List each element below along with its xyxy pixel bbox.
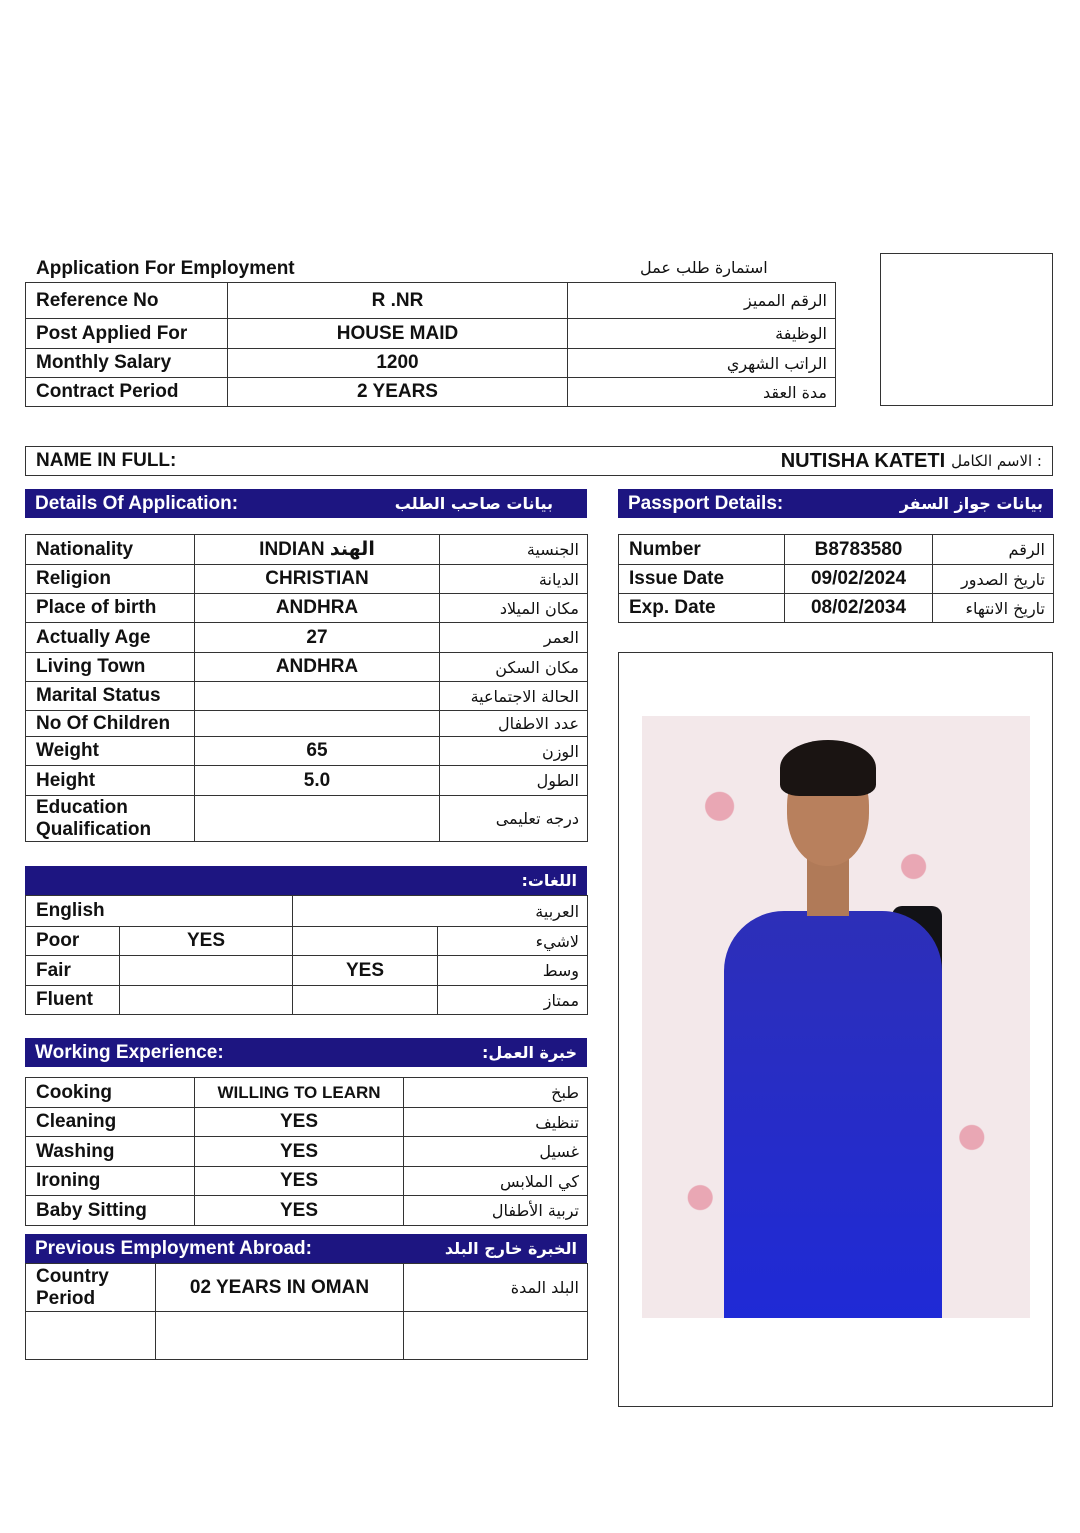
row-label: Number: [619, 535, 785, 565]
row-value: [195, 711, 440, 737]
row-value: ANDHRA: [195, 594, 440, 623]
table-row: [26, 796, 588, 842]
row-label-arabic: تربية الأطفال: [404, 1196, 588, 1226]
form-title-arabic: استمارة طلب عمل: [640, 258, 768, 277]
row-label-arabic: عدد الاطفال: [440, 711, 588, 737]
full-name-label: NAME IN FULL:: [36, 450, 177, 471]
row-label: Baby Sitting: [26, 1196, 195, 1226]
row-label-arabic: تاريخ الصدور: [933, 565, 1054, 594]
row-value: 27: [195, 623, 440, 653]
row-label-arabic: الطول: [440, 766, 588, 796]
row-label-arabic: مدة العقد: [568, 378, 836, 407]
languages-header-bar: [25, 866, 587, 895]
row-label-arabic: العمر: [440, 623, 588, 653]
table-row: [619, 565, 1054, 594]
row-value: 65: [195, 737, 440, 766]
row-label-arabic: تنظيف: [404, 1108, 588, 1137]
table-row: [26, 1167, 588, 1196]
details-table: [25, 534, 588, 842]
full-name-value: NUTISHA KATETI: [780, 449, 946, 472]
table-row: [26, 378, 836, 407]
row-label-arabic: الراتب الشهري: [568, 349, 836, 378]
previous-employment-title-arabic: الخبرة خارج البلد: [444, 1239, 577, 1258]
row-label: Living Town: [26, 653, 195, 682]
row-label: Cleaning: [26, 1108, 195, 1137]
table-row: [26, 1312, 588, 1360]
row-label: Reference No: [26, 283, 228, 319]
country-period-label-arabic: البلد المدة: [404, 1264, 588, 1312]
row-value: ANDHRA: [195, 653, 440, 682]
table-row: [26, 896, 588, 927]
row-label: Post Applied For: [26, 319, 228, 349]
row-label: Actually Age: [26, 623, 195, 653]
row-label: Education Qualification: [26, 796, 195, 842]
row-label-arabic: تاريخ الانتهاء: [933, 594, 1054, 623]
row-label: Place of birth: [26, 594, 195, 623]
experience-title-arabic: خبرة العمل:: [482, 1043, 577, 1062]
table-row: [26, 349, 836, 378]
row-value: HOUSE MAID: [228, 319, 568, 349]
row-value: WILLING TO LEARN: [195, 1078, 404, 1108]
row-label-arabic: الديانة: [440, 565, 588, 594]
applicant-photo: [642, 716, 1030, 1318]
row-label-arabic: درجه تعليمى: [440, 796, 588, 842]
row-value: 1200: [228, 349, 568, 378]
photo-dress: [724, 911, 942, 1318]
row-label-arabic: الجنسية: [440, 535, 588, 565]
table-row: [26, 682, 588, 711]
experience-table: [25, 1077, 588, 1226]
row-value: 2 YEARS: [228, 378, 568, 407]
table-row: [26, 623, 588, 653]
row-label-arabic: الرقم المميز: [568, 283, 836, 319]
table-row: [26, 927, 588, 956]
row-label-arabic: الحالة الاجتماعية: [440, 682, 588, 711]
row-value: YES: [195, 1137, 404, 1167]
table-row: [26, 737, 588, 766]
table-row: [619, 535, 1054, 565]
passport-title-arabic: بيانات جواز السفر: [899, 494, 1043, 513]
row-value: [195, 796, 440, 842]
full-name-row: [25, 446, 1053, 476]
row-label: Fair: [26, 956, 120, 986]
english-level-value: [120, 986, 293, 1015]
empty-cell: [26, 1312, 156, 1360]
row-value: 09/02/2024: [785, 565, 933, 594]
details-title-arabic: بيانات صاحب الطلب: [394, 494, 553, 513]
row-label: Marital Status: [26, 682, 195, 711]
row-label: Nationality: [26, 535, 195, 565]
row-label: Weight: [26, 737, 195, 766]
row-label: Issue Date: [619, 565, 785, 594]
row-value: YES: [195, 1108, 404, 1137]
table-row: [26, 1264, 588, 1312]
experience-header-bar: [25, 1038, 587, 1067]
experience-title: Working Experience:: [35, 1041, 224, 1063]
table-row: [26, 565, 588, 594]
row-label-arabic: غسيل: [404, 1137, 588, 1167]
row-label-arabic: وسط: [438, 956, 588, 986]
languages-table: [25, 895, 588, 1015]
row-label-arabic: الوزن: [440, 737, 588, 766]
table-row: [26, 283, 836, 319]
table-row: [26, 1196, 588, 1226]
passport-table: [618, 534, 1054, 623]
arabic-level-value: [293, 927, 438, 956]
row-label-arabic: كي الملابس: [404, 1167, 588, 1196]
row-label: Cooking: [26, 1078, 195, 1108]
table-row: [26, 1137, 588, 1167]
row-label: Height: [26, 766, 195, 796]
row-value: R .NR: [228, 283, 568, 319]
row-label: Contract Period: [26, 378, 228, 407]
table-row: [26, 319, 836, 349]
row-label-arabic: الوظيفة: [568, 319, 836, 349]
table-row: [26, 653, 588, 682]
country-period-label: Country Period: [26, 1264, 156, 1312]
row-value: [195, 682, 440, 711]
country-period-value: 02 YEARS IN OMAN: [156, 1264, 404, 1312]
table-row: [26, 535, 588, 565]
row-label-arabic: مكان الميلاد: [440, 594, 588, 623]
row-label-arabic: مكان السكن: [440, 653, 588, 682]
english-level-value: YES: [120, 927, 293, 956]
languages-title-arabic: اللغات:: [521, 871, 577, 890]
arabic-level-value: YES: [293, 956, 438, 986]
row-value: YES: [195, 1196, 404, 1226]
details-header-bar: [25, 489, 587, 518]
table-row: [26, 711, 588, 737]
row-label-arabic: ممتاز: [438, 986, 588, 1015]
row-value: CHRISTIAN: [195, 565, 440, 594]
table-row: [26, 956, 588, 986]
table-row: [26, 986, 588, 1015]
table-row: [619, 594, 1054, 623]
previous-employment-table: [25, 1263, 588, 1360]
arabic-header: العربية: [293, 896, 588, 927]
row-label: Poor: [26, 927, 120, 956]
table-row: [26, 1078, 588, 1108]
table-row: [26, 594, 588, 623]
table-row: [26, 1108, 588, 1137]
form-title: Application For Employment: [36, 258, 295, 279]
details-title: Details Of Application:: [35, 492, 239, 514]
english-header: English: [26, 896, 293, 927]
row-label: Exp. Date: [619, 594, 785, 623]
empty-cell: [156, 1312, 404, 1360]
row-label: Religion: [26, 565, 195, 594]
row-label-arabic: الرقم: [933, 535, 1054, 565]
row-label: Monthly Salary: [26, 349, 228, 378]
stamp-photo-box: [880, 253, 1053, 406]
previous-employment-title: Previous Employment Abroad:: [35, 1237, 312, 1259]
row-label: No Of Children: [26, 711, 195, 737]
passport-header-bar: [618, 489, 1053, 518]
row-label-arabic: طبخ: [404, 1078, 588, 1108]
row-value: YES: [195, 1167, 404, 1196]
row-label: Washing: [26, 1137, 195, 1167]
previous-employment-header-bar: [25, 1234, 587, 1263]
table-row: [26, 766, 588, 796]
row-value: INDIAN الهند: [195, 535, 440, 565]
arabic-level-value: [293, 986, 438, 1015]
english-level-value: [120, 956, 293, 986]
row-label-arabic: لاشيء: [438, 927, 588, 956]
passport-title: Passport Details:: [628, 492, 784, 514]
full-name-label-arabic: : الاسم الكامل: [951, 452, 1042, 470]
row-label: Fluent: [26, 986, 120, 1015]
top-info-table: [25, 282, 836, 407]
empty-cell: [404, 1312, 588, 1360]
row-value: 08/02/2034: [785, 594, 933, 623]
photo-hair: [780, 740, 876, 796]
row-label: Ironing: [26, 1167, 195, 1196]
row-value: B8783580: [785, 535, 933, 565]
row-value: 5.0: [195, 766, 440, 796]
